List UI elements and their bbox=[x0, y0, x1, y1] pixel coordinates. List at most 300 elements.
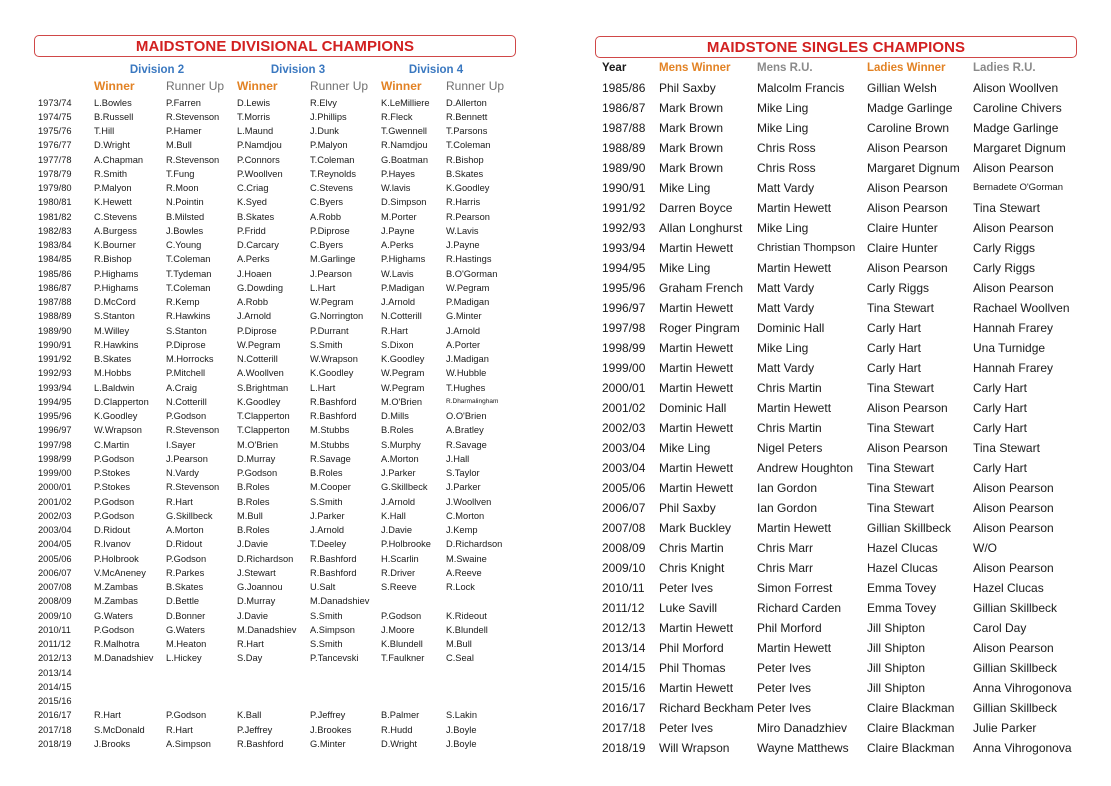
ladies-winner: Jill Shipton bbox=[867, 661, 926, 675]
div4-winner: R.Namdjou bbox=[381, 140, 428, 151]
table-row bbox=[0, 178, 1111, 198]
singles-ladies-winner-header: Ladies Winner bbox=[867, 62, 946, 74]
table-row bbox=[0, 638, 1111, 658]
div3-winner: P.Namdjou bbox=[237, 140, 282, 151]
mens-winner: Chris Martin bbox=[659, 541, 724, 555]
season-year: 2000/01 bbox=[38, 482, 72, 493]
div4-runner-up: W.Hubble bbox=[446, 368, 487, 379]
ladies-winner: Tina Stewart bbox=[867, 421, 934, 435]
div3-runner-up: A.Robb bbox=[310, 211, 342, 222]
div2-winner: D.Ridout bbox=[94, 525, 131, 535]
div2-runner-up: P.Farren bbox=[166, 97, 201, 108]
div3-runner-up: P.Malyon bbox=[310, 140, 348, 151]
mens-winner: Will Wrapson bbox=[659, 741, 730, 755]
div3-winner: K.Syed bbox=[237, 197, 267, 208]
div2-runner-up-header: Runner Up bbox=[166, 79, 225, 93]
singles-year: 1996/97 bbox=[602, 301, 646, 315]
ladies-winner: Gillian Skillbeck bbox=[867, 521, 952, 535]
mens-winner: Martin Hewett bbox=[659, 621, 734, 635]
mens-runner-up: Ian Gordon bbox=[757, 481, 818, 495]
div3-winner: P.Fridd bbox=[237, 225, 266, 236]
table-row bbox=[0, 258, 1111, 278]
mens-runner-up: Phil Morford bbox=[757, 621, 822, 635]
ladies-winner: Tina Stewart bbox=[867, 501, 934, 515]
season-year: 1998/99 bbox=[38, 453, 72, 464]
div2-runner-up: R.Parkes bbox=[166, 567, 205, 578]
div2-winner: M.Zambas bbox=[94, 596, 138, 607]
season-year: 2005/06 bbox=[38, 553, 72, 564]
season-year: 2018/19 bbox=[38, 738, 72, 749]
ladies-runner-up: W/O bbox=[973, 541, 997, 555]
table-row bbox=[0, 298, 1111, 318]
div3-runner-up: J.Pearson bbox=[310, 268, 352, 279]
season-year: 1999/00 bbox=[38, 468, 72, 478]
div2-winner: B.Russell bbox=[94, 111, 134, 122]
div4-runner-up: A.Reeve bbox=[446, 567, 482, 578]
div2-runner-up: P.Hamer bbox=[166, 126, 202, 136]
ladies-winner: Carly Hart bbox=[867, 361, 922, 375]
div2-winner: M.Hobbs bbox=[94, 368, 132, 379]
div3-runner-up: M.Cooper bbox=[310, 482, 351, 493]
div2-runner-up: L.Hickey bbox=[166, 653, 202, 664]
div4-winner: K.Blundell bbox=[381, 639, 423, 649]
div3-winner: T.Morris bbox=[237, 111, 271, 122]
table-row bbox=[0, 78, 1111, 98]
div2-runner-up: P.Godson bbox=[166, 553, 207, 564]
div2-winner: S.Stanton bbox=[94, 311, 135, 322]
div3-runner-up: R.Bashford bbox=[310, 411, 357, 421]
ladies-runner-up: Rachael Woollven bbox=[973, 301, 1070, 315]
div2-winner: J.Brooks bbox=[94, 738, 131, 749]
div4-winner: P.Holbrooke bbox=[381, 539, 431, 550]
div4-runner-up: J.Arnold bbox=[446, 325, 481, 336]
table-row bbox=[0, 498, 1111, 518]
ladies-winner: Gillian Welsh bbox=[867, 81, 937, 95]
season-year: 1988/89 bbox=[38, 311, 72, 322]
mens-runner-up: Wayne Matthews bbox=[757, 741, 849, 755]
singles-year: 1992/93 bbox=[602, 221, 646, 235]
div2-winner: P.Godson bbox=[94, 624, 135, 635]
mens-winner: Richard Beckham bbox=[659, 701, 754, 715]
mens-runner-up: Peter Ives bbox=[757, 701, 812, 715]
div4-runner-up-header: Runner Up bbox=[446, 79, 505, 93]
mens-runner-up: Peter Ives bbox=[757, 661, 812, 675]
div4-winner: W.lavis bbox=[381, 183, 411, 193]
table-row bbox=[0, 118, 1111, 138]
div4-runner-up: R.Bennett bbox=[446, 111, 488, 122]
div4-runner-up: R.Harris bbox=[446, 197, 481, 208]
table-row bbox=[0, 358, 1111, 378]
ladies-runner-up: Julie Parker bbox=[973, 721, 1037, 735]
div3-runner-up: S.Smith bbox=[310, 339, 343, 350]
div4-runner-up: W.Lavis bbox=[446, 225, 479, 236]
season-year: 1973/74 bbox=[38, 97, 72, 108]
season-year: 2012/13 bbox=[38, 653, 72, 664]
singles-title: MAIDSTONE SINGLES CHAMPIONS bbox=[595, 36, 1077, 58]
ladies-runner-up: Gillian Skillbeck bbox=[973, 661, 1058, 675]
div4-runner-up: A.Bratley bbox=[446, 425, 484, 436]
div3-runner-up: G.Minter bbox=[310, 738, 346, 749]
div3-winner: A.Perks bbox=[237, 254, 270, 265]
div4-runner-up: C.Seal bbox=[446, 653, 474, 664]
ladies-runner-up: Alison Pearson bbox=[973, 281, 1054, 295]
ladies-runner-up: Bernadete O'Gorman bbox=[973, 182, 1063, 193]
div2-runner-up: R.Hawkins bbox=[166, 311, 211, 322]
singles-ladies-ru-header: Ladies R.U. bbox=[973, 62, 1036, 74]
ladies-runner-up: Alison Pearson bbox=[973, 481, 1054, 495]
div4-winner: K.LeMilliere bbox=[381, 97, 430, 108]
div3-runner-up: J.Arnold bbox=[310, 525, 345, 535]
div2-runner-up: R.Stevenson bbox=[166, 425, 220, 436]
season-year: 2013/14 bbox=[38, 667, 72, 678]
season-year: 1985/86 bbox=[38, 268, 72, 279]
div4-runner-up: D.Allerton bbox=[446, 97, 487, 108]
div2-runner-up: P.Godson bbox=[166, 710, 207, 721]
div2-runner-up: N.Pointin bbox=[166, 197, 204, 208]
ladies-runner-up: Madge Garlinge bbox=[973, 121, 1059, 135]
mens-runner-up: Chris Martin bbox=[757, 421, 822, 435]
table-row bbox=[0, 438, 1111, 458]
div3-winner: K.Ball bbox=[237, 710, 262, 721]
div4-runner-up: G.Minter bbox=[446, 311, 482, 322]
div4-winner: P.Godson bbox=[381, 610, 422, 621]
ladies-runner-up: Alison Pearson bbox=[973, 221, 1054, 235]
ladies-winner: Tina Stewart bbox=[867, 461, 934, 475]
div2-winner: L.Bowles bbox=[94, 97, 132, 108]
singles-year: 1999/00 bbox=[602, 361, 646, 375]
div3-runner-up: G.Norrington bbox=[310, 311, 364, 322]
season-year: 1997/98 bbox=[38, 439, 72, 450]
ladies-runner-up: Carly Hart bbox=[973, 461, 1028, 475]
ladies-runner-up: Anna Vihrogonova bbox=[973, 741, 1072, 755]
div4-runner-up: J.Parker bbox=[446, 482, 481, 493]
ladies-winner: Hazel Clucas bbox=[867, 561, 938, 575]
div4-winner: B.Roles bbox=[381, 425, 414, 436]
div4-runner-up: R.Bishop bbox=[446, 154, 484, 165]
singles-year: 2003/04 bbox=[602, 461, 646, 475]
table-row bbox=[0, 558, 1111, 578]
div3-runner-up: L.Hart bbox=[310, 382, 336, 393]
season-year: 1987/88 bbox=[38, 297, 72, 307]
div2-winner: G.Waters bbox=[94, 610, 133, 621]
ladies-winner: Caroline Brown bbox=[867, 121, 950, 135]
div4-winner: J.Arnold bbox=[381, 297, 416, 307]
div4-runner-up: M.Bull bbox=[446, 639, 472, 649]
div3-runner-up: P.Durrant bbox=[310, 325, 349, 336]
div2-winner: C.Martin bbox=[94, 439, 130, 450]
div2-runner-up: T.Tydeman bbox=[166, 268, 212, 279]
mens-winner: Roger Pingram bbox=[659, 321, 740, 335]
singles-year: 2012/13 bbox=[602, 621, 646, 635]
div4-winner: R.Fleck bbox=[381, 111, 413, 122]
div3-runner-up: R.Bashford bbox=[310, 396, 357, 407]
div3-winner: B.Roles bbox=[237, 496, 270, 507]
singles-year: 2015/16 bbox=[602, 681, 646, 695]
div3-winner: S.Day bbox=[237, 653, 263, 664]
div4-winner: P.Highams bbox=[381, 254, 426, 265]
div2-runner-up: G.Skillbeck bbox=[166, 510, 213, 521]
mens-winner: Mark Buckley bbox=[659, 521, 732, 535]
div3-runner-up: U.Salt bbox=[310, 582, 336, 592]
singles-year: 1987/88 bbox=[602, 121, 646, 135]
table-row bbox=[0, 458, 1111, 478]
div2-winner: R.Ivanov bbox=[94, 539, 131, 550]
div4-runner-up: O.O'Brien bbox=[446, 411, 487, 421]
div3-winner: R.Bashford bbox=[237, 738, 284, 749]
mens-winner: Mike Ling bbox=[659, 181, 711, 195]
singles-year: 2005/06 bbox=[602, 481, 646, 495]
div4-runner-up: J.Boyle bbox=[446, 738, 477, 749]
ladies-winner: Claire Blackman bbox=[867, 741, 955, 755]
div4-winner-header: Winner bbox=[381, 79, 422, 93]
mens-runner-up: Martin Hewett bbox=[757, 401, 832, 415]
mens-winner: Mark Brown bbox=[659, 101, 724, 115]
div2-winner: T.Hill bbox=[94, 126, 115, 136]
mens-winner: Phil Thomas bbox=[659, 661, 726, 675]
div2-winner: R.Hart bbox=[94, 710, 121, 721]
mens-winner: Chris Knight bbox=[659, 561, 725, 575]
mens-winner: Martin Hewett bbox=[659, 681, 734, 695]
mens-winner: Mark Brown bbox=[659, 161, 724, 175]
div3-runner-up-header: Runner Up bbox=[310, 79, 369, 93]
div3-winner: B.Skates bbox=[237, 211, 275, 222]
div3-runner-up: W.Wrapson bbox=[310, 354, 358, 364]
div2-winner: P.Stokes bbox=[94, 482, 131, 493]
singles-year: 1991/92 bbox=[602, 201, 646, 215]
div2-runner-up: R.Stevenson bbox=[166, 154, 220, 165]
div3-winner: J.Arnold bbox=[237, 311, 272, 322]
div3-runner-up: R.Elvy bbox=[310, 97, 337, 108]
season-year: 2014/15 bbox=[38, 681, 72, 692]
season-year: 1992/93 bbox=[38, 368, 72, 379]
season-year: 2016/17 bbox=[38, 710, 72, 721]
div3-runner-up: R.Bashford bbox=[310, 553, 357, 564]
season-year: 2002/03 bbox=[38, 510, 72, 521]
div4-runner-up: J.Woollven bbox=[446, 496, 492, 507]
div3-winner: J.Hoaen bbox=[237, 268, 272, 279]
singles-year: 2018/19 bbox=[602, 741, 646, 755]
div4-runner-up: J.Payne bbox=[446, 240, 480, 250]
div4-runner-up: C.Morton bbox=[446, 510, 485, 521]
season-year: 2010/11 bbox=[38, 624, 71, 635]
div2-runner-up: R.Stevenson bbox=[166, 111, 220, 122]
singles-year: 2016/17 bbox=[602, 701, 646, 715]
div2-runner-up: M.Heaton bbox=[166, 639, 207, 649]
singles-year: 2009/10 bbox=[602, 561, 646, 575]
singles-year: 2010/11 bbox=[602, 581, 645, 595]
ladies-runner-up: Tina Stewart bbox=[973, 441, 1040, 455]
season-year: 2003/04 bbox=[38, 525, 72, 535]
div4-runner-up: R.Lock bbox=[446, 582, 475, 592]
ladies-winner: Alison Pearson bbox=[867, 261, 948, 275]
div4-winner: W.Pegram bbox=[381, 368, 425, 379]
season-year: 1981/82 bbox=[38, 211, 72, 222]
mens-runner-up: Ian Gordon bbox=[757, 501, 818, 515]
ladies-winner: Alison Pearson bbox=[867, 441, 948, 455]
mens-runner-up: Martin Hewett bbox=[757, 201, 832, 215]
season-year: 1977/78 bbox=[38, 154, 72, 165]
ladies-runner-up: Alison Pearson bbox=[973, 161, 1054, 175]
div4-winner: R.Hart bbox=[381, 325, 408, 336]
ladies-winner: Emma Tovey bbox=[867, 581, 937, 595]
ladies-winner: Carly Hart bbox=[867, 341, 922, 355]
div2-winner: D.McCord bbox=[94, 297, 136, 307]
season-year: 2015/16 bbox=[38, 696, 72, 706]
div3-runner-up: P.Jeffrey bbox=[310, 710, 346, 721]
div4-winner: N.Cotterill bbox=[381, 311, 422, 322]
div4-winner: P.Hayes bbox=[381, 168, 415, 179]
div3-runner-up: C.Stevens bbox=[310, 183, 353, 193]
div3-winner: A.Woollven bbox=[237, 368, 284, 379]
mens-runner-up: Richard Carden bbox=[757, 601, 842, 615]
div3-runner-up: S.Smith bbox=[310, 610, 343, 621]
div2-runner-up: P.Mitchell bbox=[166, 368, 206, 379]
ladies-runner-up: Carly Hart bbox=[973, 401, 1028, 415]
ladies-winner: Emma Tovey bbox=[867, 601, 937, 615]
div2-winner: P.Holbrook bbox=[94, 553, 139, 564]
div3-winner: J.Davie bbox=[237, 539, 269, 550]
ladies-runner-up: Hazel Clucas bbox=[973, 581, 1044, 595]
div2-runner-up: N.Vardy bbox=[166, 468, 199, 478]
div3-winner: B.Roles bbox=[237, 525, 270, 535]
div3-runner-up: W.Pegram bbox=[310, 297, 354, 307]
mens-winner: Phil Saxby bbox=[659, 81, 716, 95]
div3-runner-up: M.Danadshiev bbox=[310, 596, 370, 607]
div2-runner-up: M.Bull bbox=[166, 140, 192, 151]
div2-winner: M.Zambas bbox=[94, 582, 138, 592]
mens-winner: Mike Ling bbox=[659, 441, 711, 455]
table-row bbox=[0, 578, 1111, 598]
div4-winner: G.Skillbeck bbox=[381, 482, 428, 493]
ladies-winner: Carly Riggs bbox=[867, 281, 930, 295]
div4-winner: K.Hall bbox=[381, 510, 406, 521]
div2-winner: K.Hewett bbox=[94, 197, 132, 208]
ladies-runner-up: Hannah Frarey bbox=[973, 361, 1054, 375]
div2-runner-up: R.Moon bbox=[166, 183, 199, 193]
div2-winner: R.Hawkins bbox=[94, 339, 139, 350]
ladies-runner-up: Carly Riggs bbox=[973, 261, 1036, 275]
mens-runner-up: Miro Danadzhiev bbox=[757, 721, 848, 735]
div4-winner: D.Wright bbox=[381, 738, 417, 749]
div3-winner: P.Woollven bbox=[237, 168, 283, 179]
div4-runner-up: R.Hastings bbox=[446, 254, 492, 265]
div2-runner-up: C.Young bbox=[166, 240, 202, 250]
div2-winner: D.Wright bbox=[94, 140, 130, 151]
singles-year: 2001/02 bbox=[602, 401, 646, 415]
mens-runner-up: Chris Ross bbox=[757, 141, 816, 155]
ladies-runner-up: Hannah Frarey bbox=[973, 321, 1054, 335]
ladies-winner: Alison Pearson bbox=[867, 201, 948, 215]
ladies-runner-up: Alison Pearson bbox=[973, 641, 1054, 655]
div3-runner-up: B.Roles bbox=[310, 468, 343, 478]
table-row bbox=[0, 738, 1111, 758]
singles-year: 2007/08 bbox=[602, 521, 646, 535]
div2-winner: P.Highams bbox=[94, 268, 139, 279]
season-year: 1983/84 bbox=[38, 240, 72, 250]
season-year: 2011/12 bbox=[38, 639, 71, 649]
div3-winner: T.Clapperton bbox=[237, 425, 290, 436]
ladies-winner: Jill Shipton bbox=[867, 681, 926, 695]
div4-runner-up: T.Parsons bbox=[446, 126, 488, 136]
ladies-runner-up: Tina Stewart bbox=[973, 201, 1040, 215]
div4-runner-up: S.Taylor bbox=[446, 468, 480, 478]
season-year: 1974/75 bbox=[38, 111, 72, 122]
singles-year: 2000/01 bbox=[602, 381, 646, 395]
div4-winner: B.Palmer bbox=[381, 710, 420, 721]
ladies-winner: Claire Blackman bbox=[867, 721, 955, 735]
ladies-runner-up: Gillian Skillbeck bbox=[973, 701, 1058, 715]
ladies-runner-up: Una Turnidge bbox=[973, 341, 1046, 355]
div3-winner: T.Clapperton bbox=[237, 411, 290, 421]
div2-runner-up: T.Coleman bbox=[166, 282, 211, 293]
div3-runner-up: P.Diprose bbox=[310, 225, 350, 236]
season-year: 2008/09 bbox=[38, 596, 72, 607]
ladies-runner-up: Carly Riggs bbox=[973, 241, 1036, 255]
div2-runner-up: R.Hart bbox=[166, 496, 193, 507]
div2-runner-up: M.Horrocks bbox=[166, 354, 214, 364]
ladies-winner: Tina Stewart bbox=[867, 481, 934, 495]
singles-mens-ru-header: Mens R.U. bbox=[757, 62, 813, 74]
div4-runner-up: T.Hughes bbox=[446, 382, 486, 393]
div3-winner: A.Robb bbox=[237, 297, 269, 307]
div3-winner: M.Danadshiev bbox=[237, 624, 297, 635]
div3-runner-up: J.Brookes bbox=[310, 724, 352, 735]
singles-year: 2006/07 bbox=[602, 501, 646, 515]
ladies-winner: Carly Hart bbox=[867, 321, 922, 335]
ladies-winner: Alison Pearson bbox=[867, 401, 948, 415]
division-3-heading: Division 3 bbox=[270, 64, 326, 76]
season-year: 2007/08 bbox=[38, 582, 72, 592]
div4-runner-up: B.O'Gorman bbox=[446, 268, 498, 279]
div4-winner: R.Driver bbox=[381, 567, 416, 578]
season-year: 1991/92 bbox=[38, 354, 72, 364]
div2-runner-up: B.Milsted bbox=[166, 211, 205, 222]
div3-winner: P.Godson bbox=[237, 468, 278, 478]
div2-runner-up: T.Coleman bbox=[166, 254, 211, 265]
table-row bbox=[0, 278, 1111, 298]
table-row bbox=[0, 478, 1111, 498]
div4-runner-up: K.Blundell bbox=[446, 624, 488, 635]
div3-winner: W.Pegram bbox=[237, 339, 281, 350]
mens-winner: Luke Savill bbox=[659, 601, 718, 615]
div3-winner: D.Murray bbox=[237, 453, 276, 464]
div3-winner: B.Roles bbox=[237, 482, 270, 493]
div3-winner: P.Connors bbox=[237, 154, 280, 165]
div3-runner-up: J.Phillips bbox=[310, 111, 347, 122]
ladies-winner: Jill Shipton bbox=[867, 641, 926, 655]
div2-runner-up: R.Hart bbox=[166, 724, 193, 735]
div4-winner: H.Scarlin bbox=[381, 553, 419, 564]
season-year: 1990/91 bbox=[38, 339, 72, 350]
mens-runner-up: Matt Vardy bbox=[757, 181, 815, 195]
singles-year: 2003/04 bbox=[602, 441, 646, 455]
table-row bbox=[0, 158, 1111, 178]
div4-winner: G.Boatman bbox=[381, 154, 429, 165]
singles-year: 1995/96 bbox=[602, 281, 646, 295]
div4-runner-up: P.Madigan bbox=[446, 297, 490, 307]
ladies-winner: Claire Hunter bbox=[867, 221, 938, 235]
div4-winner: M.O'Brien bbox=[381, 396, 423, 407]
div2-winner: P.Highams bbox=[94, 282, 139, 293]
div2-winner: D.Clapperton bbox=[94, 396, 149, 407]
div3-winner: C.Criag bbox=[237, 183, 269, 193]
div2-winner: S.McDonald bbox=[94, 724, 145, 735]
table-row bbox=[0, 718, 1111, 738]
div3-winner-header: Winner bbox=[237, 79, 278, 93]
season-year: 1976/77 bbox=[38, 140, 72, 151]
season-year: 1980/81 bbox=[38, 197, 72, 208]
div3-winner: D.Lewis bbox=[237, 97, 271, 108]
